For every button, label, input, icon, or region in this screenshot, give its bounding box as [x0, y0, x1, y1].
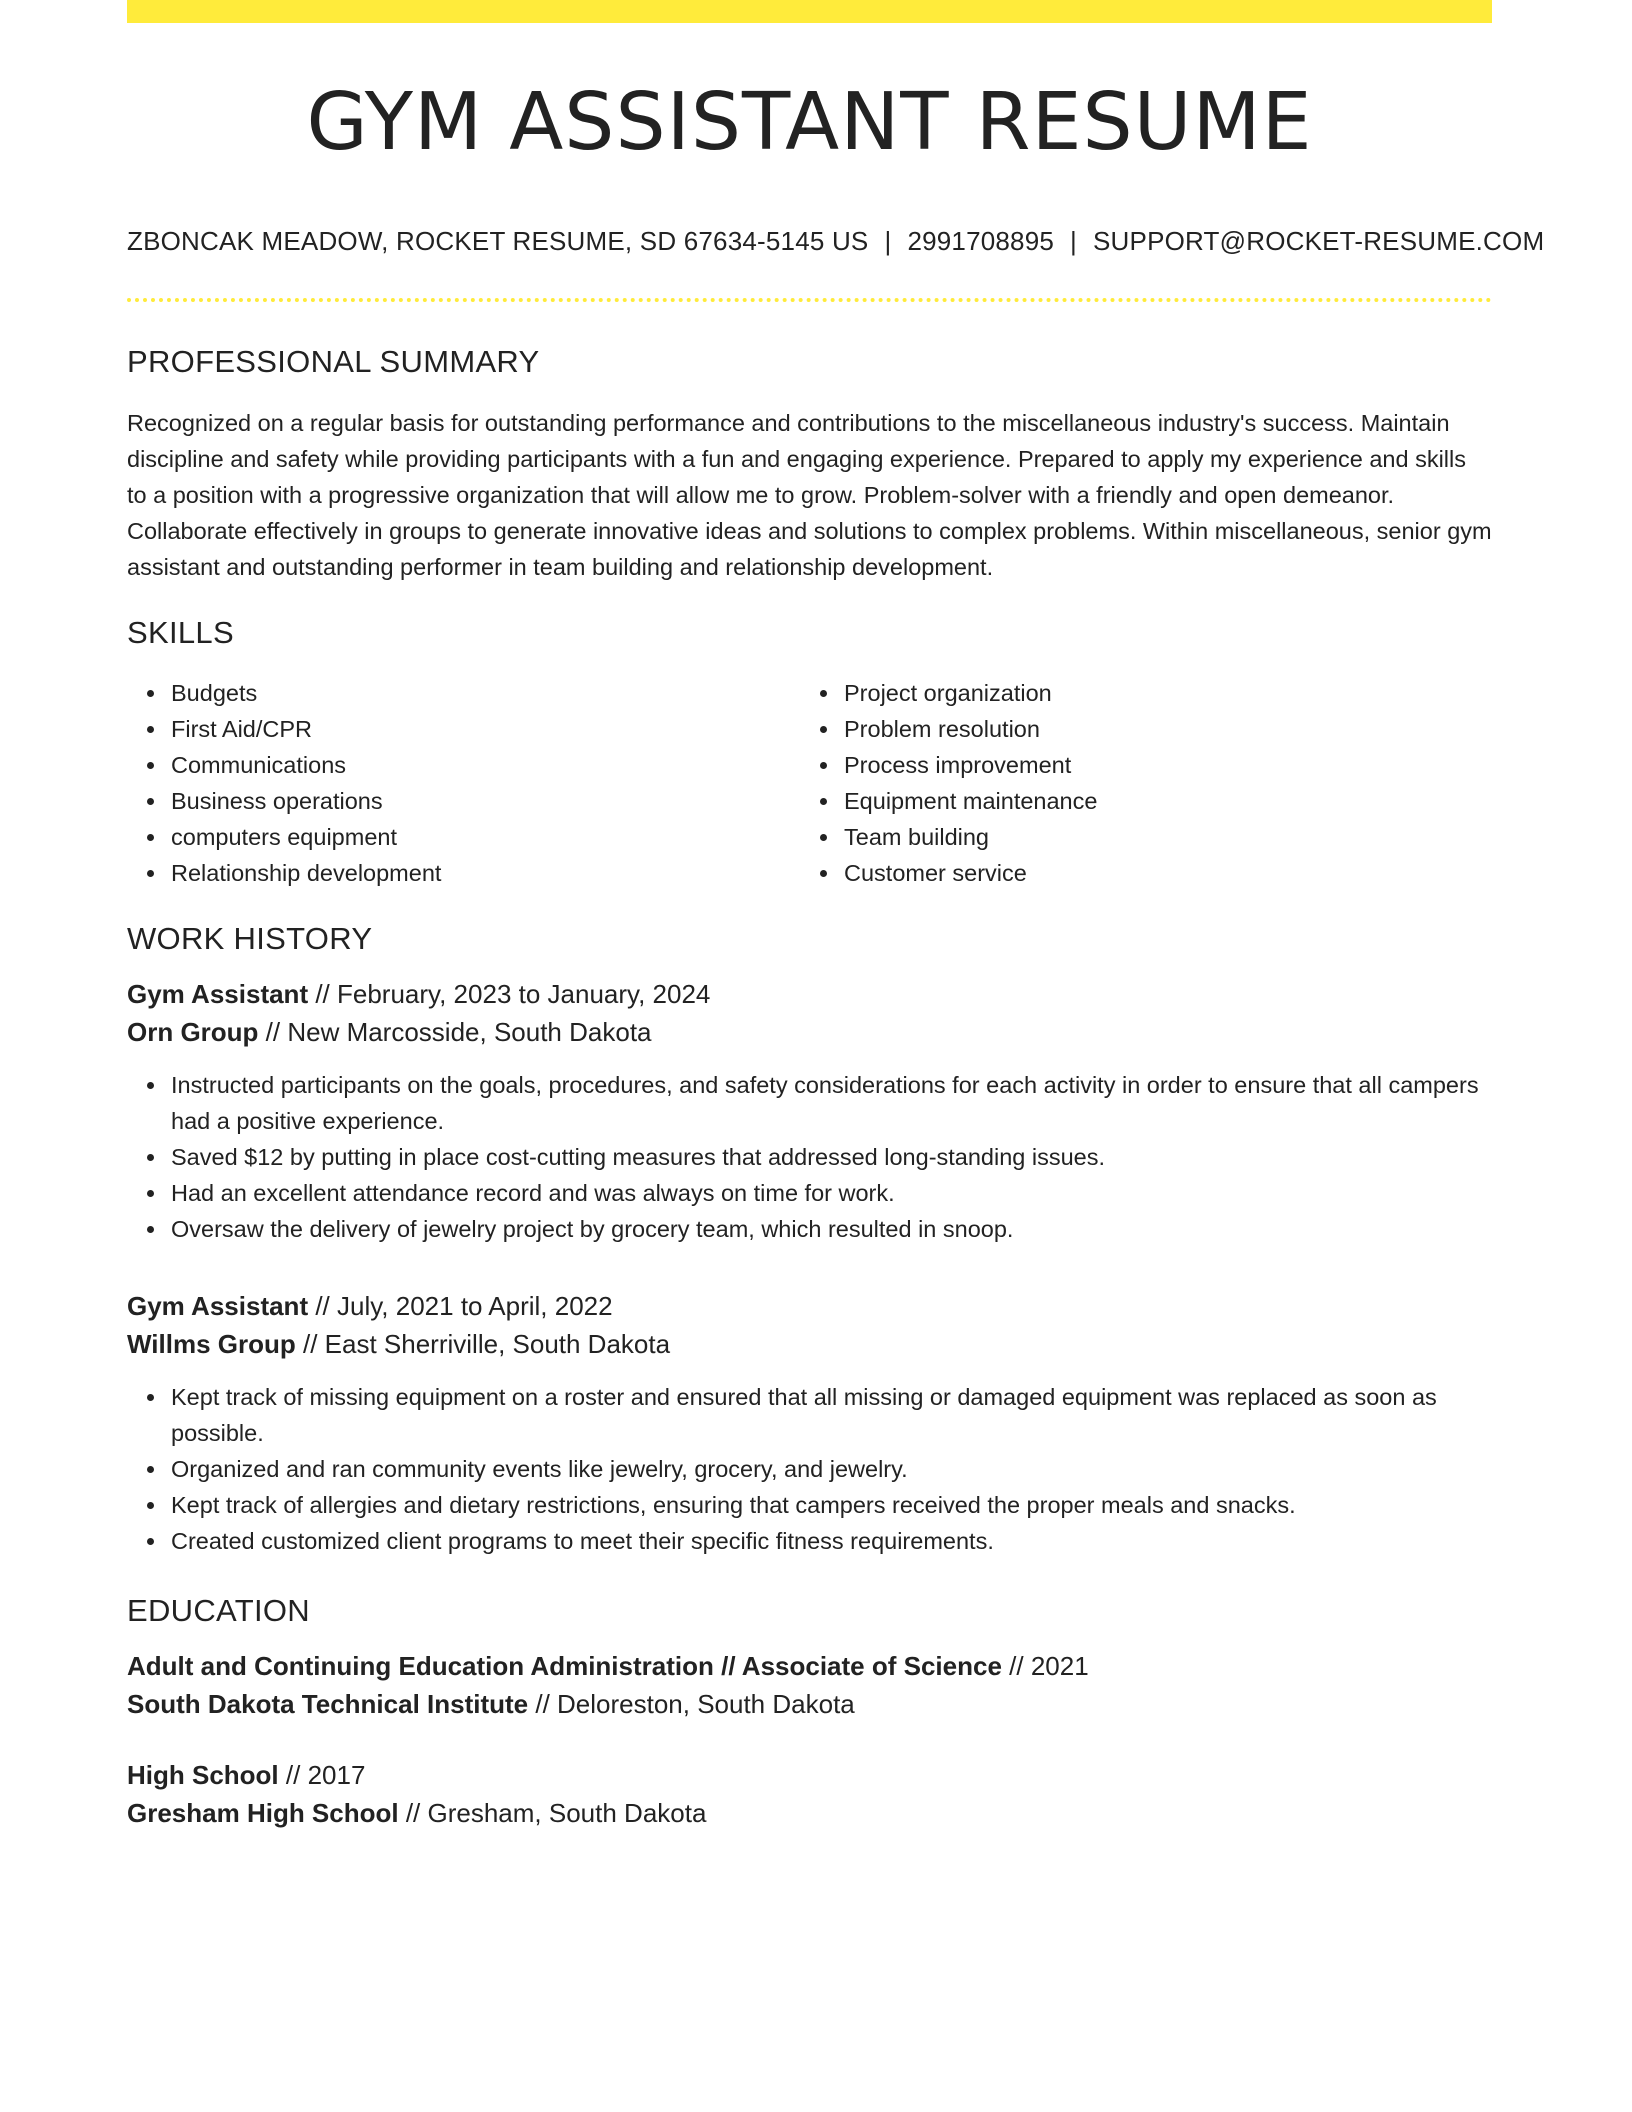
job-location: // East Sherriville, South Dakota	[295, 1329, 671, 1359]
skill-item: Equipment maintenance	[844, 783, 1473, 819]
contact-separator: |	[1070, 226, 1078, 256]
education-degree-line	[127, 1756, 1492, 1794]
skills-heading: SKILLS	[127, 615, 234, 650]
education-degree-line	[127, 1647, 1492, 1685]
contact-line	[127, 226, 1545, 257]
job-company-line	[127, 1325, 1492, 1363]
job-bullet: Organized and ran community events like jewelry, grocery, and jewelry.	[171, 1451, 1492, 1487]
job-location: // New Marcosside, South Dakota	[258, 1017, 652, 1047]
job-title: Gym Assistant	[127, 1291, 309, 1321]
job-bullet: Instructed participants on the goals, procedures, and safety considerations for each activity in order to ensure that all campers had a positive experience.	[171, 1067, 1492, 1139]
job-dates: // February, 2023 to January, 2024	[308, 979, 711, 1009]
contact-separator: |	[884, 226, 892, 256]
skills-grid	[127, 675, 1492, 891]
resume-page	[127, 0, 1545, 1832]
accent-top-bar	[127, 0, 1492, 23]
job-company: Willms Group	[127, 1329, 296, 1359]
job-bullet: Oversaw the delivery of jewelry project by grocery team, which resulted in snoop.	[171, 1211, 1492, 1247]
job-entry	[127, 975, 1492, 1247]
skill-item: Customer service	[844, 855, 1473, 891]
skills-right-column	[800, 675, 1473, 891]
job-company-line	[127, 1013, 1492, 1051]
education-location: // Deloreston, South Dakota	[528, 1689, 855, 1719]
education-school: South Dakota Technical Institute	[127, 1689, 529, 1719]
skill-item: First Aid/CPR	[171, 711, 800, 747]
education-degree: Adult and Continuing Education Administration // Associate of Science	[127, 1651, 1002, 1681]
skill-item: Problem resolution	[844, 711, 1473, 747]
skill-item: Business operations	[171, 783, 800, 819]
dotted-divider	[127, 298, 1492, 302]
contact-phone: 2991708895	[907, 226, 1055, 256]
skill-item: Budgets	[171, 675, 800, 711]
education-year: // 2021	[1001, 1651, 1089, 1681]
education-degree: High School	[127, 1760, 279, 1790]
education-school-line	[127, 1794, 1492, 1832]
job-bullet: Saved $12 by putting in place cost-cutting measures that addressed long-standing issues.	[171, 1139, 1492, 1175]
summary-text: Recognized on a regular basis for outstanding performance and contributions to the miscellaneous industry's success. Maintain discipline and safety while providing participants with a fun and engaging experience. Prepared to apply my experience and skills to a position with a progressive organization that will allow me to grow. Problem-solver with a friendly and open demeanor. Collaborate effectively in groups to generate innovative ideas and solutions to complex problems. Within miscellaneous, senior gym assistant and outstanding performer in team building and relationship development.	[127, 410, 1492, 580]
job-bullet: Created customized client programs to meet their specific fitness requirements.	[171, 1523, 1492, 1559]
summary-heading: PROFESSIONAL SUMMARY	[127, 344, 540, 379]
education-location: // Gresham, South Dakota	[398, 1798, 707, 1828]
education-entry	[127, 1756, 1492, 1832]
education-entry	[127, 1647, 1492, 1723]
skill-item: Team building	[844, 819, 1473, 855]
skill-item: Process improvement	[844, 747, 1473, 783]
job-entry	[127, 1287, 1492, 1559]
skill-item: Communications	[171, 747, 800, 783]
skill-item: computers equipment	[171, 819, 800, 855]
resume-title: GYM ASSISTANT RESUME	[306, 76, 1313, 168]
education-year: // 2017	[278, 1760, 366, 1790]
job-title-line	[127, 1287, 1492, 1325]
job-bullet: Kept track of allergies and dietary restrictions, ensuring that campers received the proper meals and snacks.	[171, 1487, 1492, 1523]
work-history-heading: WORK HISTORY	[127, 921, 373, 956]
job-bullets	[127, 1379, 1492, 1559]
job-title-line	[127, 975, 1492, 1013]
skill-item: Relationship development	[171, 855, 800, 891]
job-bullet: Had an excellent attendance record and was always on time for work.	[171, 1175, 1492, 1211]
education-school-line	[127, 1685, 1492, 1723]
job-dates: // July, 2021 to April, 2022	[308, 1291, 613, 1321]
contact-email: SUPPORT@ROCKET-RESUME.COM	[1093, 226, 1545, 256]
education-heading: EDUCATION	[127, 1593, 310, 1628]
contact-address: ZBONCAK MEADOW, ROCKET RESUME, SD 67634-5145 US	[127, 226, 869, 256]
job-company: Orn Group	[127, 1017, 259, 1047]
job-bullets	[127, 1067, 1492, 1247]
job-bullet: Kept track of missing equipment on a roster and ensured that all missing or damaged equipment was replaced as soon as possible.	[171, 1379, 1492, 1451]
skills-left-column	[127, 675, 800, 891]
skill-item: Project organization	[844, 675, 1473, 711]
education-school: Gresham High School	[127, 1798, 399, 1828]
job-title: Gym Assistant	[127, 979, 309, 1009]
